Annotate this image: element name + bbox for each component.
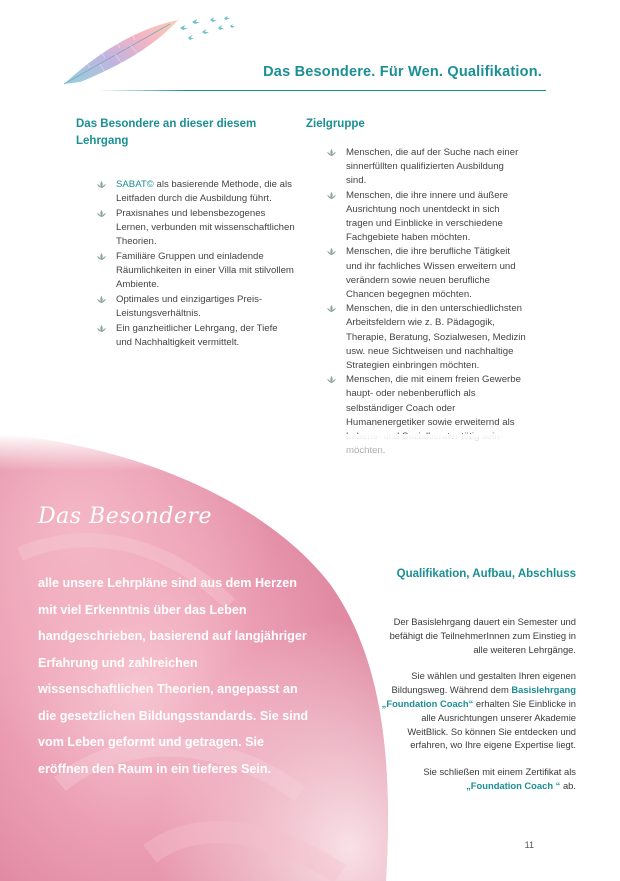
list-item: Menschen, die in den unterschiedlichsten Arbeitsfeldern wie z. B. Pädagogik, Therapie, Beratung, Sozialwesen, Medizin usw. neue Sichtweisen und nachhaltige Strategien einbringen möchten. [326,302,526,373]
feather-birds-icon [60,10,240,90]
list-item: Familiäre Gruppen und einladende Räumlichkeiten in einer Villa mit stilvollem Ambiente. [96,250,296,293]
list-item: Optimales und einzigartiges Preis-Leistungsverhältnis. [96,293,296,321]
sabat-highlight: SABAT© [116,179,154,190]
qualification-title: Qualifikation, Aufbau, Abschluss [396,568,576,580]
lotus-bullet-icon [96,324,107,334]
lotus-bullet-icon [96,252,107,262]
lotus-bullet-icon [326,148,337,158]
qualification-body [380,615,576,806]
list-item: SABAT© als basierende Methode, die als Leitfaden durch die Ausbildung führt. [96,178,296,206]
qualification-paragraph: Sie wählen und gestalten Ihren eigenen Bildungsweg. Während dem Basislehrgang „Foundation Coach“ erhalten Sie Einblicke in alle Ausrichtungen unserer Akademie WeitBlick. So können Sie entdecken und erfahren, wo Ihre eigene Expertise liegt. [381,670,576,751]
left-section-title: Das Besondere an dieser diesem Lehrgang [76,118,257,147]
qualification-paragraph: Der Basislehrgang dauert ein Semester und befähigt die TeilnehmerInnen zum Einstieg in alle weiteren Lehrgänge. [389,616,576,655]
foundation-coach-highlight: „Foundation Coach “ [466,779,561,791]
lotus-bullet-icon [96,180,107,190]
target-group-title: Zielgruppe [306,118,365,130]
lotus-bullet-icon [326,304,337,314]
target-group-list [326,146,526,458]
header-divider [98,90,546,91]
list-item: Menschen, die ihre innere und äußere Ausrichtung noch unentdeckt in sich tragen und Einblicke in verschiedene Fachgebiete haben möchten. [326,189,526,246]
list-item: Menschen, die mit einem freien Gewerbe haupt- oder nebenberuflich als selbständiger Coach oder Humanenergetiker sowie erweiternd als [326,373,526,458]
lotus-bullet-icon [326,247,337,257]
list-item: Praxisnahes und lebensbezogenes Lernen, verbunden mit wissenschaftlichen Theorien. [96,207,296,250]
features-list [96,178,296,351]
foundation-coach-highlight: Basislehrgang „Foundation Coach“ [381,684,576,709]
page-title: Das Besondere. Für Wen. Qualifikation. [263,64,542,80]
lotus-bullet-icon [326,375,337,385]
lotus-bullet-icon [96,209,107,219]
qualification-paragraph: Sie schließen mit einem Zertifikat als „Foundation Coach “ ab. [423,766,576,791]
lotus-bullet-icon [96,295,107,305]
lotus-bullet-icon [326,191,337,201]
list-item: Ein ganzheitlicher Lehrgang, der Tiefe und Nachhaltigkeit vermittelt. [96,322,296,350]
list-item: Menschen, die ihre berufliche Tätigkeit und ihr fachliches Wissen erweitern und verändern sowie neuen berufliche Chancen begegnen möchten. [326,245,526,302]
besondere-text: alle unsere Lehrpläne sind aus dem Herzen mit viel Erkenntnis über das Leben handgeschrieben, basierend auf langjähriger Erfahrung und zahlreichen wissenschaftlichen Theorien, angepasst an die gesetzlichen Bildungsstandards. Sie sind vom Leben geformt und getragen. Sie eröffnen den Raum in ein tieferes Sein. [38,576,309,776]
list-item: Menschen, die auf der Suche nach einer sinnerfüllten qualifizierten Ausbildung sind. [326,146,526,189]
page-number: 11 [524,840,534,850]
besondere-heading: Das Besondere [38,504,213,529]
